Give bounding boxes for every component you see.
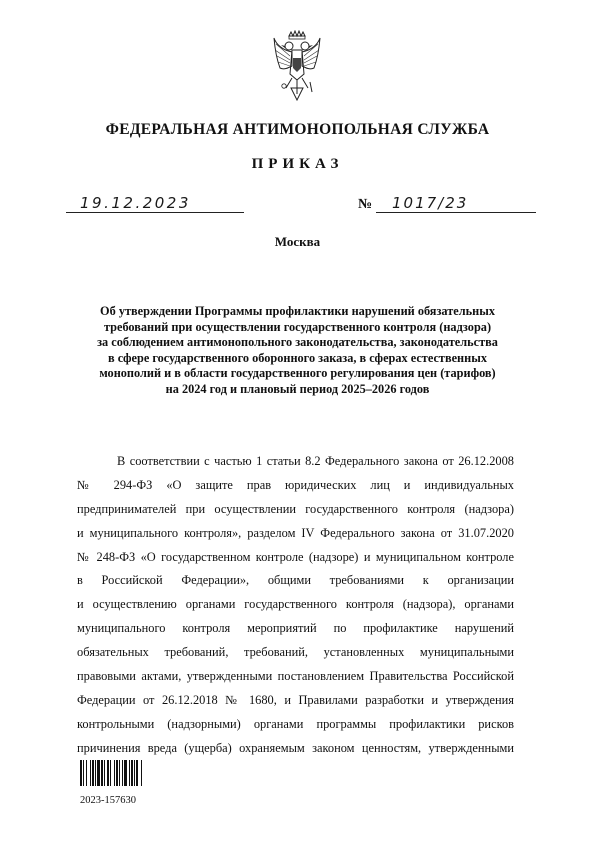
- body-line: муниципального контроля мероприятий по профилактике нарушений: [77, 621, 514, 636]
- order-number: 1017/23: [392, 194, 469, 212]
- document-type: ПРИКАЗ: [251, 156, 344, 172]
- body-line: № 294-ФЗ «О защите прав юридических лиц и индивидуальных: [77, 477, 514, 492]
- agency-name: ФЕДЕРАЛЬНАЯ АНТИМОНОПОЛЬНАЯ СЛУЖБА: [105, 121, 490, 138]
- number-sign: №: [358, 197, 373, 212]
- document-title: [70, 304, 525, 397]
- body-text: [77, 450, 514, 761]
- title-line: в сфере государственного оборонного заказа, в сферах естественных: [108, 350, 487, 365]
- body-line: Федерации от 26.12.2018 № 1680, и Правилами разработки и утверждения: [77, 692, 514, 707]
- number-field: [376, 194, 536, 213]
- body-line: в Российской Федерации», общими требованиями к организации: [77, 573, 514, 588]
- russian-coat-of-arms-icon: [272, 30, 322, 106]
- body-line: и муниципального контроля», разделом IV Федерального закона от 31.07.2020: [77, 525, 514, 540]
- barcode-icon: [80, 760, 165, 786]
- body-line: и осуществлению органами государственного контроля (надзора), органами: [77, 597, 514, 612]
- body-line: контрольными (надзорными) органами программы профилактики рисков: [77, 716, 514, 731]
- title-line: монополий и в области государственного регулирования цен (тарифов): [99, 366, 496, 380]
- title-line: требований при осуществлении государственного контроля (надзора): [103, 319, 492, 334]
- date-value: 19.12.2023: [80, 194, 191, 212]
- title-line: Об утверждении Программы профилактики нарушений обязательных: [100, 304, 495, 318]
- body-line: предпринимателей при осуществлении государственного контроля (надзора): [77, 501, 514, 516]
- body-line: В соответствии с частью 1 статьи 8.2 Федерального закона от 26.12.2008: [117, 454, 514, 468]
- body-line: обязательных требований, требований, установленных муниципальными: [77, 645, 514, 660]
- date-field: [66, 194, 244, 213]
- body-line: № 248-ФЗ «О государственном контроле (надзоре) и муниципальном контроле: [77, 549, 514, 564]
- city: Москва: [274, 234, 321, 249]
- registration-number: 2023-157630: [80, 795, 136, 806]
- body-line: правовыми актами, утвержденными постановлением Правительства Российской: [77, 669, 514, 684]
- title-line: за соблюдением антимонопольного законодательства, законодательства: [97, 335, 498, 349]
- body-line: причинения вреда (ущерба) охраняемым законом ценностям, утвержденными: [77, 740, 514, 755]
- title-line: на 2024 год и плановый период 2025–2026 годов: [165, 381, 430, 396]
